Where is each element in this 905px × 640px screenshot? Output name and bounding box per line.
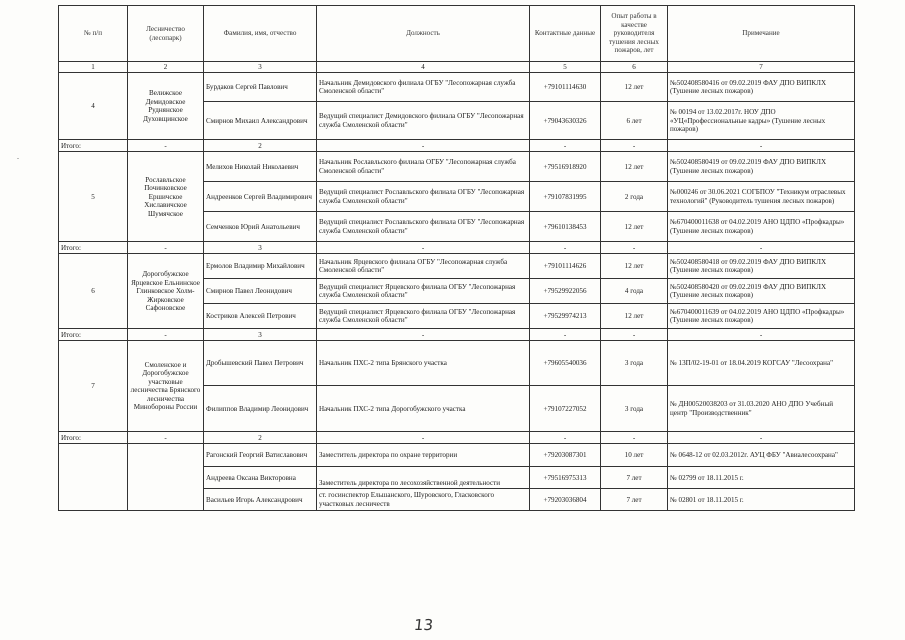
experience-cell: 10 лет <box>601 444 668 467</box>
experience-cell: 2 года <box>601 182 668 212</box>
header-position: Должность <box>317 6 530 62</box>
full-name-cell: Смирнов Михаил Александрович <box>204 102 317 140</box>
total-experience: - <box>601 140 668 152</box>
note-cell: № 0648-12 от 02.03.2012г. АУЦ ФБУ "Авиалесоохрана" <box>668 444 855 467</box>
experience-cell: 6 лет <box>601 102 668 140</box>
total-position: - <box>317 140 530 152</box>
column-number: 6 <box>601 62 668 73</box>
group-number: 5 <box>59 152 128 242</box>
full-name-cell: Рагонский Георгий Ватиславович <box>204 444 317 467</box>
total-count: 2 <box>204 140 317 152</box>
note-cell: № 02801 от 18.11.2015 г. <box>668 489 855 511</box>
total-label: Итого: <box>59 242 128 254</box>
note-cell: №502408580416 от 09.02.2019 ФАУ ДПО ВИПКЛХ (Тушение лесных пожаров) <box>668 73 855 102</box>
header-note: Примечание <box>668 6 855 62</box>
note-cell: №502408580419 от 09.02.2019 ФАУ ДПО ВИПКЛХ (Тушение лесных пожаров) <box>668 152 855 182</box>
table-row <box>59 341 855 386</box>
note-cell: №670400011639 от 04.02.2019 АНО ЦДПО «Профкадры» (Тушение лесных пожаров) <box>668 304 855 329</box>
full-name-cell: Андреенков Сергей Владимирович <box>204 182 317 212</box>
group-number: 7 <box>59 341 128 432</box>
column-number: 2 <box>128 62 204 73</box>
position-cell: Начальник ПХС-2 типа Брянского участка <box>317 341 530 386</box>
phone-cell: +79610138453 <box>530 212 601 242</box>
full-name-cell: Андреева Оксана Викторовна <box>204 467 317 489</box>
position-cell: Начальник Рославльского филиала ОГБУ "Лесопожарная служба Смоленской области" <box>317 152 530 182</box>
note-cell: № 02799 от 18.11.2015 г. <box>668 467 855 489</box>
total-position: - <box>317 242 530 254</box>
table-row <box>59 254 855 279</box>
position-cell: Начальник Демидовского филиала ОГБУ "Лесопожарная служба Смоленской области" <box>317 73 530 102</box>
position-cell: ст. госинспектор Ельшанского, Шуровского, Гласковского участковых лесничеств <box>317 489 530 511</box>
table-row <box>59 152 855 182</box>
full-name-cell: Филиппов Владимир Леонидович <box>204 386 317 432</box>
firefighting-leaders-table <box>58 5 855 511</box>
total-forestry: - <box>128 329 204 341</box>
total-phone: - <box>530 432 601 444</box>
phone-cell: +79516918920 <box>530 152 601 182</box>
full-name-cell: Костриков Алексей Петрович <box>204 304 317 329</box>
forestry-cell: Рославльское Починковское Ершичское Хиславичское Шумячское <box>128 152 204 242</box>
header-forestry: Лесничество (лесопарк) <box>128 6 204 62</box>
column-number: 4 <box>317 62 530 73</box>
full-name-cell: Дробышевский Павел Петрович <box>204 341 317 386</box>
header-full-name: Фамилия, имя, отчество <box>204 6 317 62</box>
phone-cell: +79107831995 <box>530 182 601 212</box>
note-cell: № ДН00520038203 от 31.03.2020 АНО ДПО Учебный центр "Производственник" <box>668 386 855 432</box>
full-name-cell: Мелихов Николай Николаевич <box>204 152 317 182</box>
full-name-cell: Бурдаков Сергей Павлович <box>204 73 317 102</box>
phone-cell: +79203087301 <box>530 444 601 467</box>
total-phone: - <box>530 140 601 152</box>
phone-cell: +79101114630 <box>530 73 601 102</box>
column-number: 3 <box>204 62 317 73</box>
position-cell: Ведущий специалист Рославльского филиала ОГБУ "Лесопожарная служба Смоленской области" <box>317 182 530 212</box>
full-name-cell: Васильев Игорь Александрович <box>204 489 317 511</box>
position-cell: Начальник Ярцевского филиала ОГБУ "Лесопожарная служба Смоленской области" <box>317 254 530 279</box>
forestry-cell: Смоленское и Дорогобужское участковые лесничества Брянского лесничества Минобороны России <box>128 341 204 432</box>
note-cell: №670400011638 от 04.02.2019 АНО ЦДПО «Профкадры» (Тушение лесных пожаров) <box>668 212 855 242</box>
column-number: 5 <box>530 62 601 73</box>
total-note: - <box>668 140 855 152</box>
phone-cell: +79101114626 <box>530 254 601 279</box>
group-number <box>59 444 128 511</box>
forestry-cell <box>128 444 204 511</box>
total-note: - <box>668 242 855 254</box>
total-row <box>59 329 855 341</box>
table-row <box>59 73 855 102</box>
total-forestry: - <box>128 140 204 152</box>
experience-cell: 7 лет <box>601 467 668 489</box>
note-cell: № 13П/02-19-01 от 18.04.2019 КОГСАУ "Лесоохрана" <box>668 341 855 386</box>
phone-cell: +79203036804 <box>530 489 601 511</box>
column-number: 1 <box>59 62 128 73</box>
position-cell: Начальник ПХС-2 типа Дорогобужского участка <box>317 386 530 432</box>
position-cell: Ведущий специалист Ярцевского филиала ОГБУ "Лесопожарная служба Смоленской области" <box>317 304 530 329</box>
phone-cell: +79605540036 <box>530 341 601 386</box>
table-row <box>59 444 855 467</box>
page-number: 13 <box>413 616 435 634</box>
experience-cell: 7 лет <box>601 489 668 511</box>
note-cell: №502408580420 от 09.02.2019 ФАУ ДПО ВИПКЛХ (Тушение лесных пожаров) <box>668 279 855 304</box>
total-note: - <box>668 432 855 444</box>
total-note: - <box>668 329 855 341</box>
total-phone: - <box>530 329 601 341</box>
margin-mark: . <box>17 152 19 161</box>
position-cell: Ведущий специалист Демидовского филиала ОГБУ "Лесопожарная служба Смоленской области" <box>317 102 530 140</box>
total-row <box>59 432 855 444</box>
total-experience: - <box>601 242 668 254</box>
header-row <box>59 6 855 62</box>
experience-cell: 4 года <box>601 279 668 304</box>
experience-cell: 3 года <box>601 386 668 432</box>
forestry-cell: Велижское Демидовское Руднянское Духовщинское <box>128 73 204 140</box>
note-cell: № 00194 от 13.02.2017г. НОУ ДПО «УЦ«Профессиональные кадры» (Тушение лесных пожаров) <box>668 102 855 140</box>
total-experience: - <box>601 329 668 341</box>
position-cell: Ведущий специалист Рославльского филиала ОГБУ "Лесопожарная служба Смоленской области" <box>317 212 530 242</box>
phone-cell: +79516975313 <box>530 467 601 489</box>
forestry-cell: Дорогобужское Ярцевское Ельнинское Глинковское Холм-Жирковское Сафоновское <box>128 254 204 329</box>
total-count: 2 <box>204 432 317 444</box>
experience-cell: 12 лет <box>601 254 668 279</box>
phone-cell: +79107227052 <box>530 386 601 432</box>
header-experience: Опыт работы в качестве руководителя тушения лесных пожаров, лет <box>601 6 668 62</box>
total-count: 3 <box>204 329 317 341</box>
total-phone: - <box>530 242 601 254</box>
experience-cell: 12 лет <box>601 212 668 242</box>
total-experience: - <box>601 432 668 444</box>
phone-cell: +79043630326 <box>530 102 601 140</box>
experience-cell: 3 года <box>601 341 668 386</box>
column-number-row <box>59 62 855 73</box>
note-cell: №502408580418 от 09.02.2019 ФАУ ДПО ВИПКЛХ (Тушение лесных пожаров) <box>668 254 855 279</box>
total-position: - <box>317 432 530 444</box>
position-cell: Ведущий специалист Ярцевского филиала ОГБУ "Лесопожарная служба Смоленской области" <box>317 279 530 304</box>
position-cell: Заместитель директора по охране территории <box>317 444 530 467</box>
full-name-cell: Ермолов Владимир Михайлович <box>204 254 317 279</box>
experience-cell: 12 лет <box>601 152 668 182</box>
total-row <box>59 242 855 254</box>
phone-cell: +79529922056 <box>530 279 601 304</box>
experience-cell: 12 лет <box>601 304 668 329</box>
header-contacts: Контактные данные <box>530 6 601 62</box>
total-label: Итого: <box>59 432 128 444</box>
full-name-cell: Смирнов Павел Леонидович <box>204 279 317 304</box>
position-cell: Заместитель директора по лесохозяйственной деятельности <box>317 467 530 489</box>
header-number: № п/п <box>59 6 128 62</box>
full-name-cell: Семченков Юрий Анатольевич <box>204 212 317 242</box>
column-number: 7 <box>668 62 855 73</box>
total-forestry: - <box>128 242 204 254</box>
phone-cell: +79529974213 <box>530 304 601 329</box>
group-number: 6 <box>59 254 128 329</box>
note-cell: №000246 от 30.06.2021 СОГБПОУ "Техникум отраслевых технологий" (Руководитель тушения лесных пожаров) <box>668 182 855 212</box>
total-position: - <box>317 329 530 341</box>
group-number: 4 <box>59 73 128 140</box>
total-row <box>59 140 855 152</box>
total-count: 3 <box>204 242 317 254</box>
total-label: Итого: <box>59 329 128 341</box>
experience-cell: 12 лет <box>601 73 668 102</box>
total-label: Итого: <box>59 140 128 152</box>
total-forestry: - <box>128 432 204 444</box>
